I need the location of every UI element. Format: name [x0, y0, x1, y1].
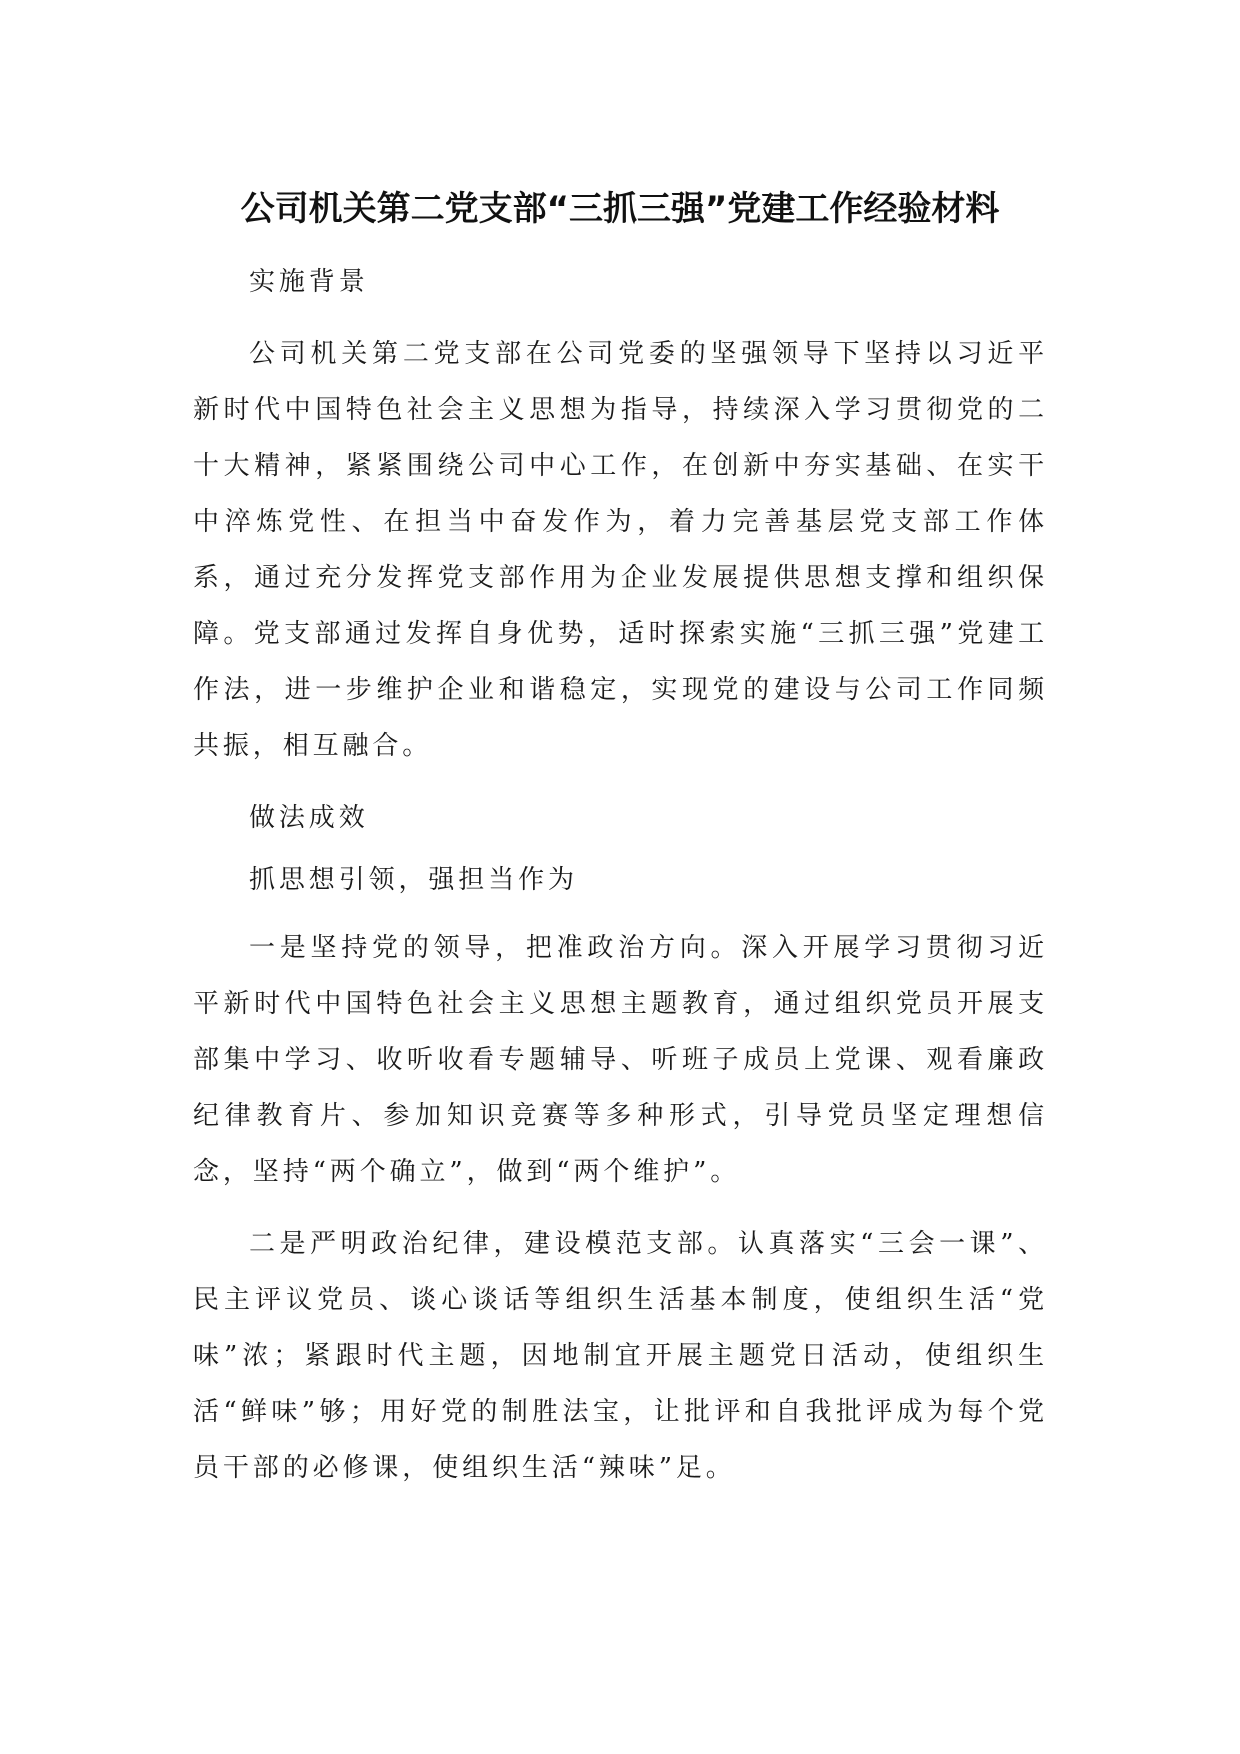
paragraph-political-discipline: 二是严明政治纪律，建设模范支部。认真落实“三会一课”、民主评议党员、谈心谈话等组织生活基本制度，使组织生活“党味”浓；紧跟时代主题，因地制宜开展主题党日活动，使组织生活“鲜味”够；用好党的制胜法宝，让批评和自我批评成为每个党员干部的必修课，使组织生活“辣味”足。 — [193, 1229, 1048, 1483]
document-body — [193, 254, 1048, 1496]
section-heading-background: 实施背景 — [249, 267, 369, 297]
paragraph-party-leadership: 一是坚持党的领导，把准政治方向。深入开展学习贯彻习近平新时代中国特色社会主义思想主题教育，通过组织党员开展支部集中学习、收听收看专题辅导、听班子成员上党课、观看廉政纪律教育片、参加知识竞赛等多种形式，引导党员坚定理想信念，坚持“两个确立”，做到“两个维护”。 — [193, 933, 1048, 1187]
section-heading-practices: 做法成效 — [249, 803, 369, 833]
paragraph-background: 公司机关第二党支部在公司党委的坚强领导下坚持以习近平新时代中国特色社会主义思想为指导，持续深入学习贯彻党的二十大精神，紧紧围绕公司中心工作，在创新中夯实基础、在实干中淬炼党性、在担当中奋发作为，着力完善基层党支部工作体系，通过充分发挥党支部作用为企业发展提供思想支撑和组织保障。党支部通过发挥自身优势，适时探索实施“三抓三强”党建工作法，进一步维护企业和谐稳定，实现党的建设与公司工作同频共振，相互融合。 — [193, 339, 1048, 761]
document-title: 公司机关第二党支部“三抓三强”党建工作经验材料 — [240, 189, 1000, 229]
subsection-heading-ideology: 抓思想引领，强担当作为 — [249, 865, 578, 895]
